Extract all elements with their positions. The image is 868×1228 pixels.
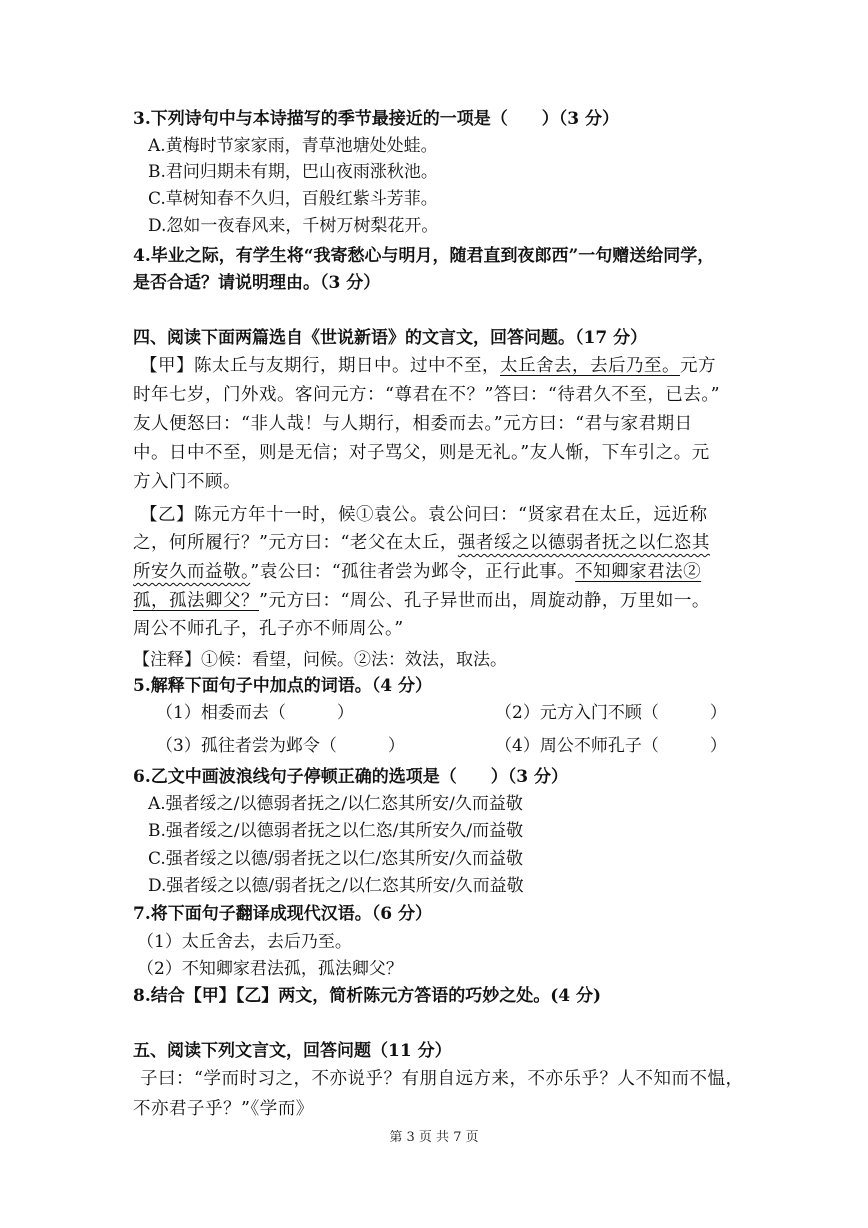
yi-underlined-sentence-part1: 不知卿家君法② (575, 562, 702, 582)
q8-stem: 8.结合【甲】【乙】两文，简析陈元方答语的巧妙之处。(4 分) (133, 986, 602, 1006)
q7-item-2: （2）不知卿家君法孤，孤法卿父？ (137, 959, 403, 979)
q4-line2: 是否合适？请说明理由。（3 分） (133, 273, 381, 293)
yi-underlined-sentence-part2: 孤，孤法卿父？ (133, 591, 259, 611)
yi-line5: 周公不师孔子，孔子亦不师周公。” (133, 619, 404, 639)
yi-line2 (133, 530, 710, 556)
q5-item-3: （3）孤往者尝为邺令（ ） (156, 736, 405, 756)
yi-line3 (133, 559, 701, 585)
yi-line2-text: 之，何所履行？”元方曰：“老父在太丘， (133, 533, 458, 553)
jia-line1-tail: 元方 (680, 356, 716, 376)
yi-line4 (133, 588, 710, 614)
q3-option-a: A.黄梅时节家家雨，青草池塘处处蛙。 (148, 136, 438, 156)
q5-item-2: （2）元方入门不顾（ ） (495, 703, 727, 723)
q7-item-1: （1）太丘舍去，去后乃至。 (137, 932, 352, 952)
q3-option-c: C.草树知春不久归，百般红紫斗芳菲。 (148, 189, 438, 209)
q5-item-1: （1）相委而去（ ） (156, 703, 354, 723)
jia-line1-text: 【甲】陈太丘与友期行，期日中。过中不至， (140, 356, 500, 376)
q5-item-4: （4）周公不师孔子（ ） (495, 736, 727, 756)
q7-stem: 7.将下面句子翻译成现代汉语。（6 分） (133, 904, 432, 924)
yi-line3-text: ”袁公曰：“孤往者尝为邺令，正行此事。 (250, 562, 576, 582)
section5-line1: 子曰：“学而时习之，不亦说乎？有朋自远方来，不亦乐乎？人不知而不愠， (140, 1069, 744, 1089)
q5-stem: 5.解释下面句子中加点的词语。（4 分） (133, 676, 432, 696)
q3-stem: 3.下列诗句中与本诗描写的季节最接近的一项是（ ）（3 分） (133, 109, 619, 129)
q6-option-d: D.强者绥之以德/弱者抚之/以仁恣其所安/久而益敬 (148, 876, 524, 896)
jia-line3: 友人便怒曰：“非人哉！与人期行，相委而去。”元方曰：“君与家君期日 (133, 414, 693, 434)
jia-line4: 中。日中不至，则是无信；对子骂父，则是无礼。”友人惭，下车引之。元 (133, 443, 710, 463)
q3-option-d: D.忽如一夜春风来，千树万树梨花开。 (148, 216, 439, 236)
yi-wavy-sentence-part1: 强者绥之以德弱者抚之以仁恣其 (457, 533, 710, 553)
yi-line1: 【乙】陈元方年十一时，候①袁公。袁公问曰：“贤家君在太丘，远近称 (140, 505, 708, 525)
q6-option-b: B.强者绥之/以德弱者抚之以仁恣/其所安久/而益敬 (148, 821, 524, 841)
section4-title: 四、阅读下面两篇选自《世说新语》的文言文，回答问题。（17 分） (133, 328, 648, 348)
section5-title: 五、阅读下列文言文，回答问题（11 分） (133, 1041, 452, 1061)
q6-stem: 6.乙文中画波浪线句子停顿正确的选项是（ ）（3 分） (133, 767, 568, 787)
jia-line5: 方入门不顾。 (133, 472, 241, 492)
yi-wavy-sentence-part2: 所安久而益敬。 (133, 562, 251, 582)
jia-line1 (140, 353, 716, 379)
q6-option-c: C.强者绥之以德/弱者抚之以仁/恣其所安/久而益敬 (148, 849, 523, 869)
jia-line2: 时年七岁，门外戏。客问元方：“尊君在不？”答曰：“待君久不至，已去。” (133, 385, 721, 405)
section5-line2: 不亦君子乎？”《学而》 (133, 1099, 314, 1119)
page-footer: 第 3 页 共 7 页 (389, 1130, 479, 1145)
yi-line4-text: ”元方曰：“周公、孔子异世而出，周旋动静，万里如一。 (259, 591, 710, 611)
q6-option-a: A.强者绥之/以德弱者抚之/以仁恣其所安/久而益敬 (148, 794, 523, 814)
q3-option-b: B.君问归期未有期，巴山夜雨涨秋池。 (148, 162, 438, 182)
q4-line1: 4.毕业之际，有学生将“我寄愁心与明月，随君直到夜郎西”一句赠送给同学， (133, 246, 715, 266)
annotation-note: 【注释】①候：看望，问候。②法：效法，取法。 (133, 650, 507, 670)
jia-underlined-sentence: 太丘舍去，去后乃至。 (500, 356, 680, 376)
